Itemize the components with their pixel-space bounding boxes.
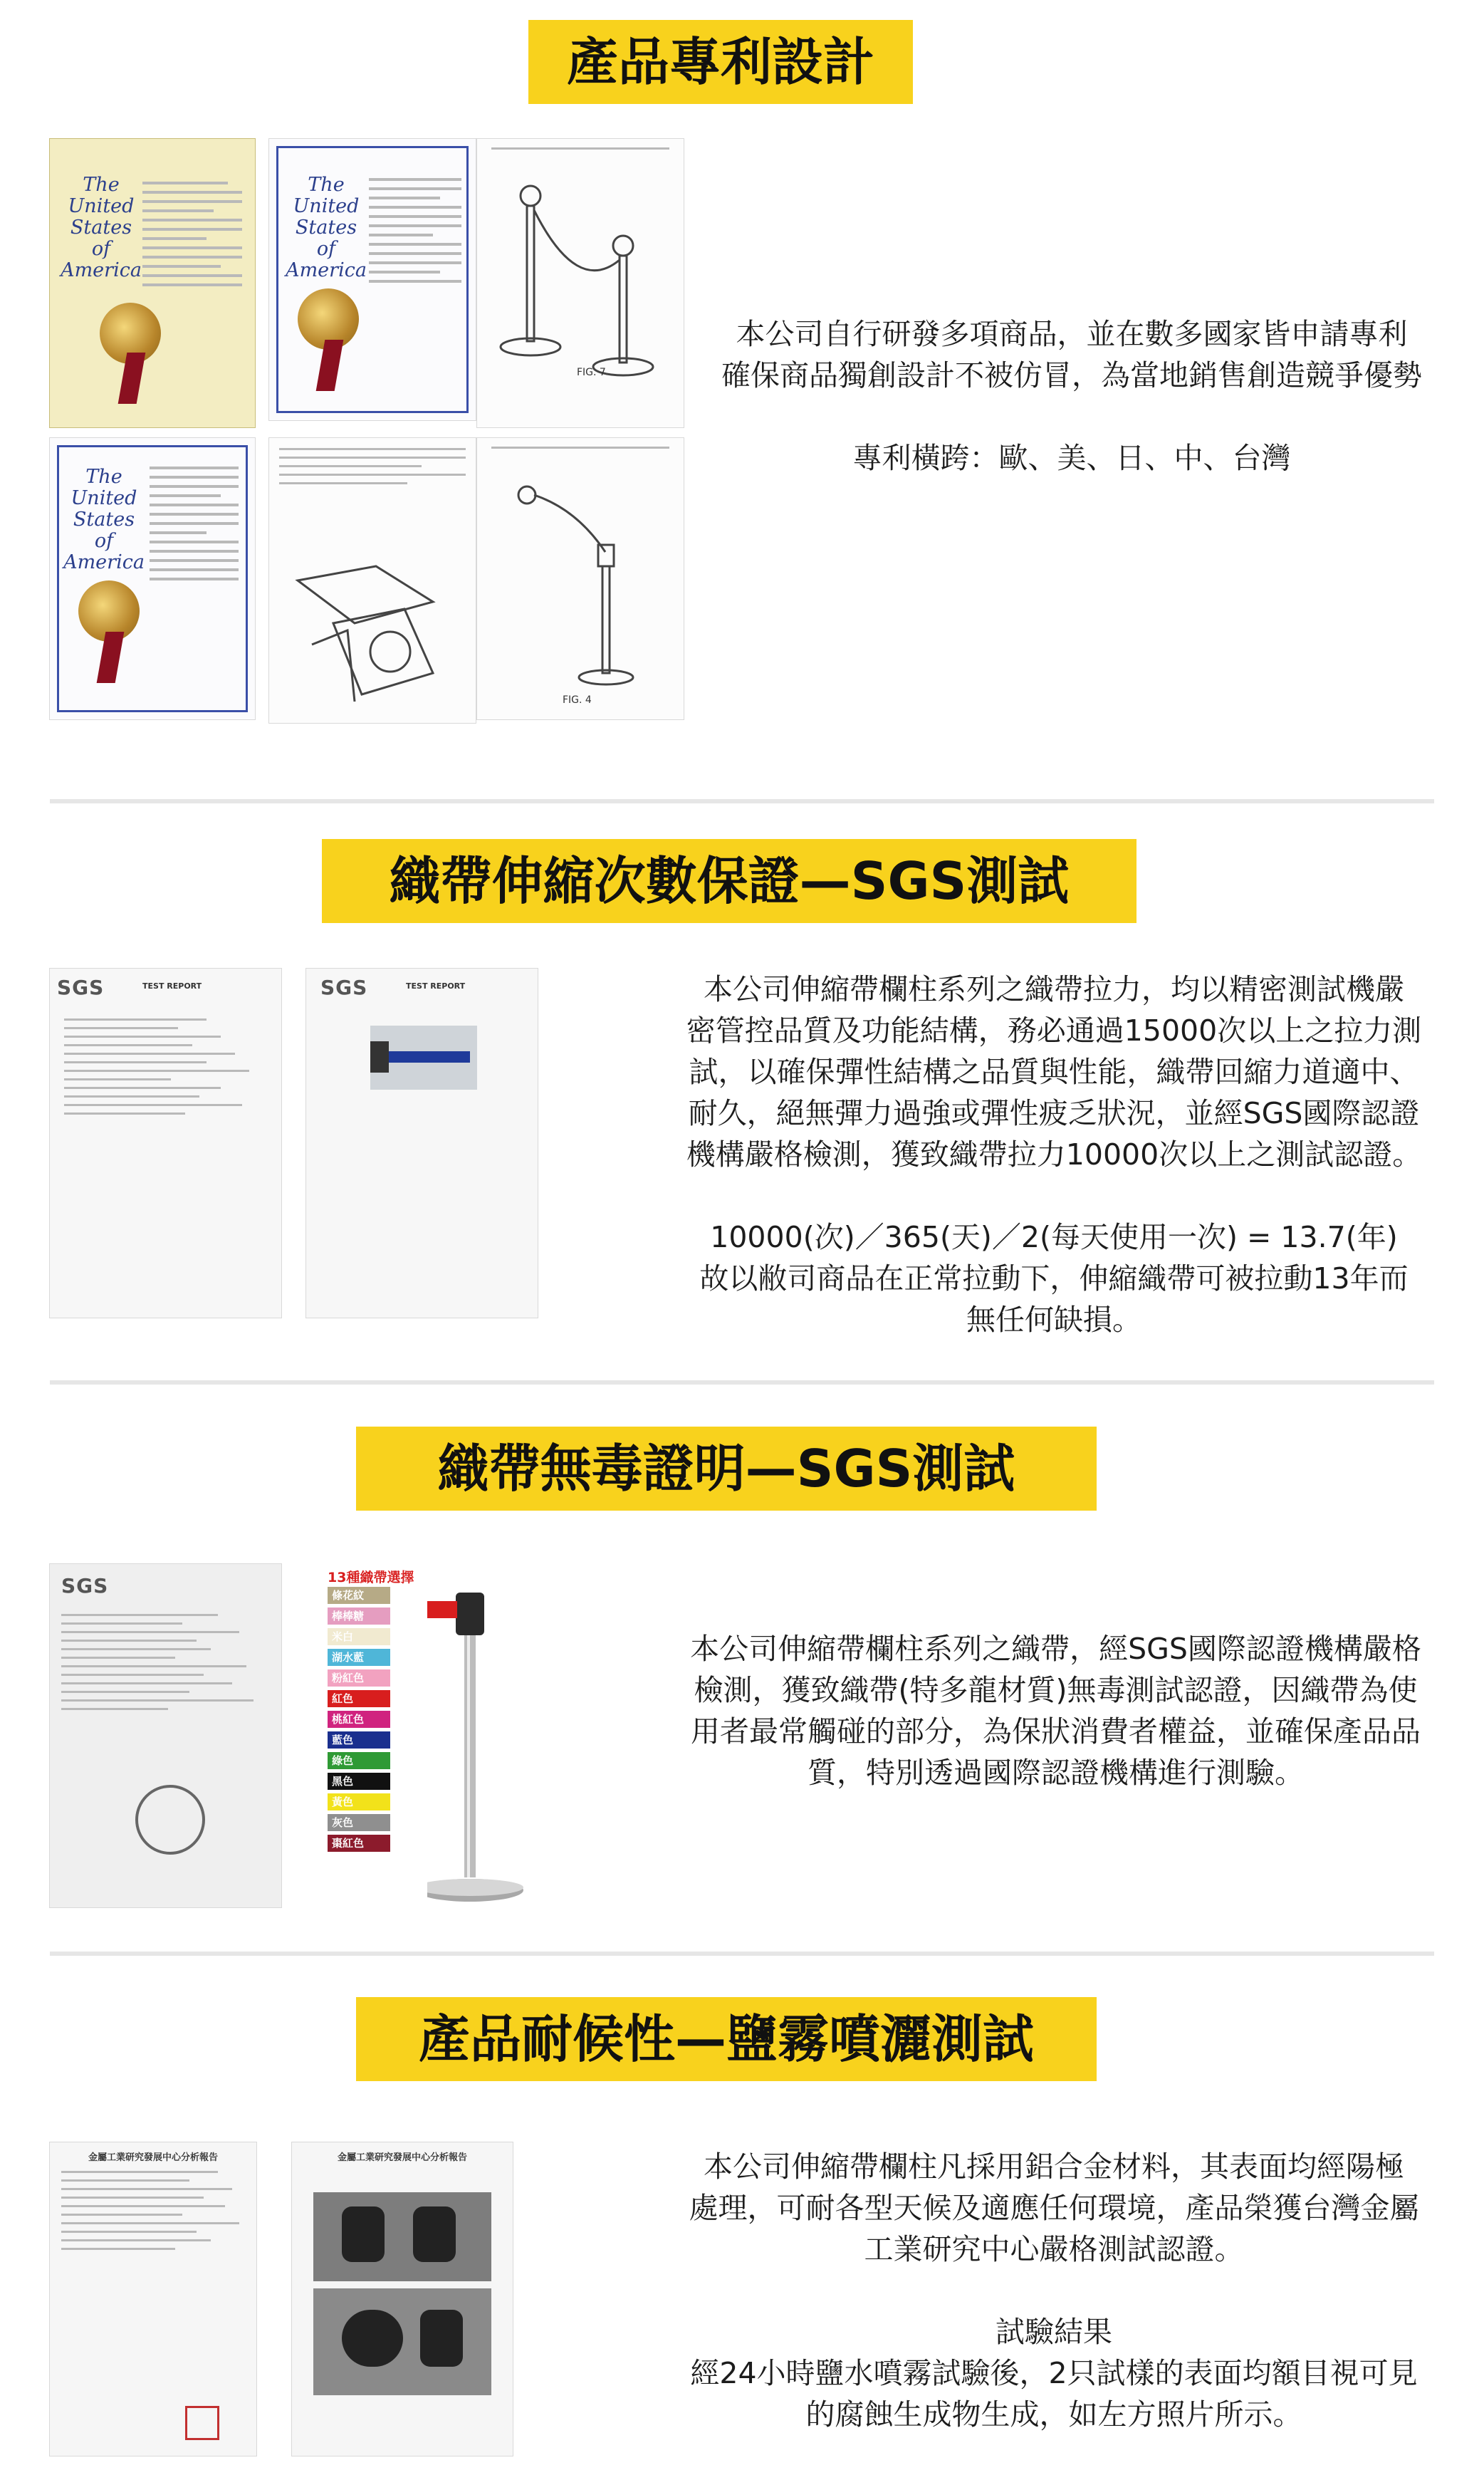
sgs-retraction-section — [0, 805, 1484, 1382]
description-line: 試，以確保彈性結構之品質與性能，織帶回縮力道適中、 — [689, 1055, 1419, 1089]
patent-drawing-image — [269, 438, 476, 723]
tested-belt-photo — [370, 1026, 477, 1090]
description-line: 故以敝司商品在正常拉動下，伸縮織帶可被拉動13年而 — [699, 1261, 1409, 1296]
patent-description — [694, 313, 1449, 479]
section-title: 織帶伸縮次數保證—SGS測試 — [322, 839, 1136, 923]
salt-spray-description — [673, 2146, 1435, 2435]
color-swatch: 米白 — [328, 1628, 390, 1645]
color-swatch: 紅色 — [328, 1690, 390, 1707]
description-line: 機構嚴格檢測，獲致織帶拉力10000次以上之測試認證。 — [686, 1137, 1422, 1172]
description-line: 無任何缺損。 — [966, 1303, 1141, 1337]
sgs-stamp-icon — [135, 1785, 205, 1855]
patent-certificate-image — [50, 438, 255, 719]
description-line: 本公司自行研發多項商品，並在數多國家皆申請專利 — [736, 317, 1408, 351]
nontoxic-description — [676, 1628, 1435, 1793]
patent-drawing-image — [477, 139, 684, 427]
color-swatch: 桃紅色 — [328, 1711, 390, 1728]
formula-line: 10000(次)／365(天)／2(每天使用一次) = 13.7(年) — [710, 1220, 1398, 1254]
report-header: 金屬工業研究發展中心分析報告 — [337, 2152, 467, 2163]
description-line: 用者最常觸碰的部分，為保狀消費者權益，並確保產品品 — [691, 1714, 1421, 1749]
description-line: 專利橫跨：歐、美、日、中、台灣 — [852, 441, 1291, 475]
color-swatch: 粉紅色 — [328, 1669, 390, 1687]
section-divider — [50, 1952, 1434, 1956]
color-swatch: 黃色 — [328, 1793, 390, 1810]
patent-certificate-image — [269, 139, 476, 420]
description-line: 本公司伸縮帶欄柱系列之織帶，經SGS國際認證機構嚴格 — [690, 1632, 1421, 1666]
description-line: 耐久，絕無彈力過強或彈性疲乏狀況，並經SGS國際認證 — [688, 1096, 1420, 1130]
description-line: 本公司伸縮帶欄柱系列之織帶拉力，均以精密測試機嚴 — [704, 972, 1404, 1006]
description-line: 密管控品質及功能結構，務必通過15000次以上之拉力測 — [686, 1014, 1422, 1048]
report-label: TEST REPORT — [406, 981, 466, 991]
sgs-test-report-image — [50, 969, 281, 1318]
report-label: TEST REPORT — [142, 981, 202, 991]
salt-spray-section — [0, 1957, 1484, 2475]
sgs-certificate-image — [50, 1564, 281, 1907]
sample-photo — [313, 2192, 491, 2281]
stanchion-drawing — [498, 467, 662, 702]
description-line: 確保商品獨創設計不被仿冒，為當地銷售創造競爭優勢 — [721, 358, 1422, 392]
section-title: 產品耐候性—鹽霧噴灑測試 — [356, 1997, 1097, 2081]
section-divider — [50, 1380, 1434, 1385]
color-swatch: 灰色 — [328, 1814, 390, 1831]
section-title: 織帶無毒證明—SGS測試 — [356, 1427, 1097, 1511]
description-line: 的腐蝕生成物生成，如左方照片所示。 — [805, 2397, 1302, 2432]
figure-label: FIG. 7 — [577, 367, 606, 378]
stanchion-drawing — [491, 160, 669, 388]
red-stamp-icon — [185, 2406, 219, 2440]
description-line: 本公司伸縮帶欄柱凡採用鋁合金材料，其表面均經陽極 — [704, 2150, 1404, 2184]
sample-photo — [313, 2288, 491, 2395]
sgs-test-report-image — [306, 969, 538, 1318]
sgs-logo: SGS — [61, 1574, 109, 1598]
sgs-logo: SGS — [57, 976, 105, 999]
color-swatch: 黑色 — [328, 1773, 390, 1790]
color-swatch: 棒棒糖 — [328, 1608, 390, 1625]
figure-label: FIG. 4 — [563, 694, 592, 706]
section-title: 產品專利設計 — [528, 20, 913, 104]
stanchion-product-photo — [427, 1578, 676, 1913]
patent-section — [0, 0, 1484, 798]
patent-certificate-image — [50, 139, 255, 427]
color-swatch: 湖水藍 — [328, 1649, 390, 1666]
sgs-logo: SGS — [320, 976, 368, 999]
section-divider — [50, 799, 1434, 803]
color-swatch: 條花紋 — [328, 1587, 390, 1604]
color-swatch: 棗紅色 — [328, 1835, 390, 1852]
result-heading: 試驗結果 — [996, 2315, 1112, 2349]
mechanism-drawing — [291, 559, 454, 716]
description-line: 經24小時鹽水噴霧試驗後，2只試樣的表面均額目視可見 — [690, 2356, 1418, 2390]
swatch-heading: 13種織帶選擇 — [328, 1570, 414, 1585]
retraction-description — [673, 969, 1435, 1340]
description-line: 質，特別透過國際認證機構進行測驗。 — [808, 1756, 1304, 1790]
color-swatch: 綠色 — [328, 1752, 390, 1769]
color-swatch: 藍色 — [328, 1731, 390, 1749]
certificate-heading: The United States of America — [63, 466, 145, 573]
salt-spray-photo-report-image — [292, 2142, 513, 2456]
metal-research-report-image — [50, 2142, 256, 2456]
patent-drawing-image — [477, 438, 684, 719]
certificate-heading: The United States of America — [61, 174, 142, 281]
description-line: 工業研究中心嚴格測試認證。 — [864, 2232, 1244, 2266]
report-header: 金屬工業研究發展中心分析報告 — [88, 2152, 218, 2163]
sgs-nontoxic-section — [0, 1386, 1484, 1956]
description-line: 檢測，獲致織帶(特多龍材質)無毒測試認證，因織帶為使 — [694, 1673, 1418, 1707]
description-line: 處理，可耐各型天候及適應任何環境，產品榮獲台灣金屬 — [689, 2191, 1419, 2225]
certificate-heading: The United States of America — [286, 174, 367, 281]
